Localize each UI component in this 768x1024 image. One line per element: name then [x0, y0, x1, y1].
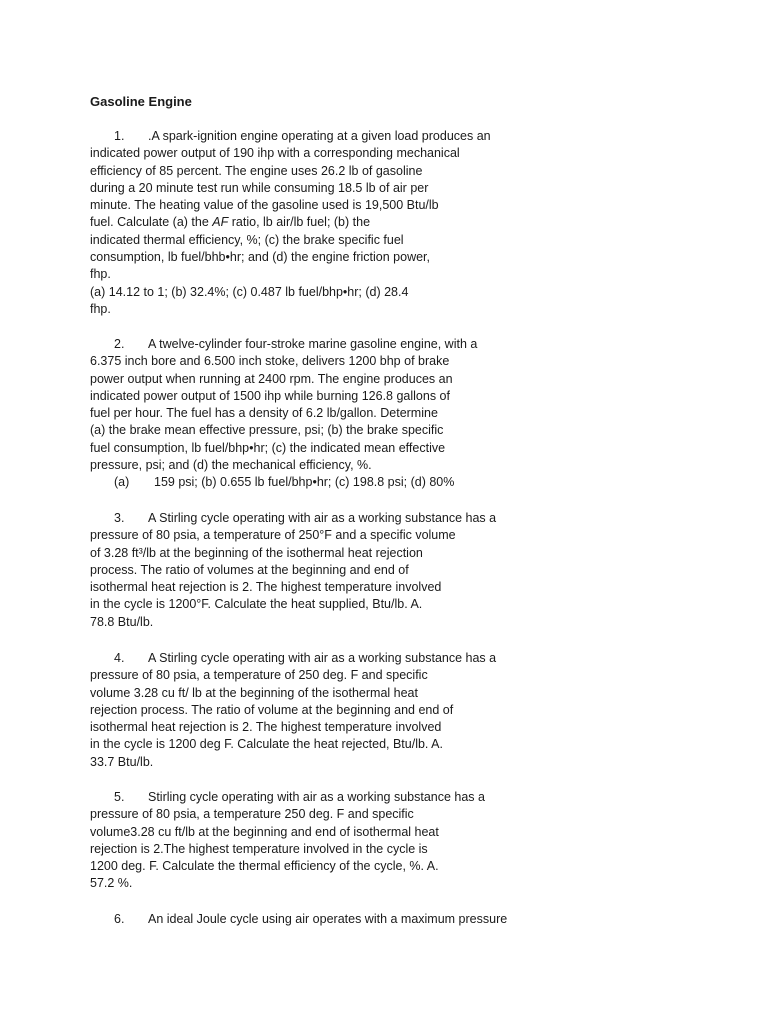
- af-italic: AF: [212, 215, 229, 230]
- problem-2-line-8: pressure, psi; and (d) the mechanical efficiency, %.: [90, 458, 372, 473]
- problem-number: 4.: [114, 651, 125, 665]
- problem-1-line-5: minute. The heating value of the gasoline used is 19,500 Btu/lb: [90, 198, 439, 213]
- problem-5-line-3: volume3.28 cu ft/lb at the beginning and end of isothermal heat: [90, 824, 439, 839]
- problem-3-line-3: of 3.28 ft³/lb at the beginning of the isothermal heat rejection: [90, 545, 423, 560]
- problem-1-line-7: indicated thermal efficiency, %; (c) the brake specific fuel: [90, 232, 404, 247]
- problem-4-answer: 33.7 Btu/lb.: [90, 754, 154, 769]
- document-title: Gasoline Engine: [90, 94, 192, 109]
- problem-4-line-5: isothermal heat rejection is 2. The highest temperature involved: [90, 720, 442, 735]
- problem-1-line-6: fuel. Calculate (a) the AF ratio, lb air/lb fuel; (b) the: [90, 215, 371, 230]
- problem-4-line-4: rejection process. The ratio of volume at the beginning and end of: [90, 702, 454, 717]
- problem-5: [90, 789, 510, 893]
- problem-1: [90, 128, 510, 318]
- problem-6: [90, 911, 510, 928]
- problem-2-line-7: fuel consumption, lb fuel/bhp•hr; (c) the indicated mean effective: [90, 440, 446, 455]
- problem-2-line-6: (a) the brake mean effective pressure, psi; (b) the brake specific: [90, 423, 444, 438]
- problem-number: 6.: [114, 912, 125, 926]
- problem-1-line-1: 1. .A spark-ignition engine operating at a given load produces an: [90, 128, 510, 145]
- problem-3-line-6: in the cycle is 1200°F. Calculate the heat supplied, Btu/lb. A.: [90, 597, 423, 612]
- problem-4: [90, 650, 510, 771]
- problem-number: 5.: [114, 790, 125, 804]
- problem-5-line-2: pressure of 80 psia, a temperature 250 deg. F and specific: [90, 807, 414, 822]
- problem-2-line-1: 2. A twelve-cylinder four-stroke marine gasoline engine, with a: [90, 336, 510, 353]
- problem-1-line-8: consumption, lb fuel/bhb•hr; and (d) the engine friction power,: [90, 250, 430, 265]
- problem-4-line-1: 4. A Stirling cycle operating with air as a working substance has a: [90, 650, 510, 667]
- problem-3-answer: 78.8 Btu/lb.: [90, 614, 154, 629]
- problem-1-line-3: efficiency of 85 percent. The engine uses 26.2 lb of gasoline: [90, 163, 423, 178]
- problem-number: 2.: [114, 337, 125, 351]
- problem-1-answer-line-2: fhp.: [90, 301, 111, 316]
- problem-1-line-2: indicated power output of 190 ihp with a corresponding mechanical: [90, 146, 460, 161]
- problem-number: 3.: [114, 511, 125, 525]
- problem-3-line-4: process. The ratio of volumes at the beginning and end of: [90, 562, 409, 577]
- problem-3-line-5: isothermal heat rejection is 2. The highest temperature involved: [90, 580, 442, 595]
- problem-5-line-1: 5. Stirling cycle operating with air as a working substance has a: [90, 789, 510, 806]
- problem-3-line-1: 3. A Stirling cycle operating with air as a working substance has a: [90, 510, 510, 527]
- problem-4-line-6: in the cycle is 1200 deg F. Calculate the heat rejected, Btu/lb. A.: [90, 737, 443, 752]
- problem-5-line-5: 1200 deg. F. Calculate the thermal efficiency of the cycle, %. A.: [90, 859, 439, 874]
- problem-5-answer: 57.2 %.: [90, 876, 133, 891]
- problem-number: 1.: [114, 129, 125, 143]
- problem-1-answer-line-1: (a) 14.12 to 1; (b) 32.4%; (c) 0.487 lb fuel/bhp•hr; (d) 28.4: [90, 284, 409, 299]
- problem-2-answer: (a) 159 psi; (b) 0.655 lb fuel/bhp•hr; (c) 198.8 psi; (d) 80%: [114, 475, 455, 490]
- problem-2-line-4: indicated power output of 1500 ihp while burning 126.8 gallons of: [90, 388, 450, 403]
- problem-5-line-4: rejection is 2.The highest temperature involved in the cycle is: [90, 841, 428, 856]
- problem-3-line-2: pressure of 80 psia, a temperature of 250°F and a specific volume: [90, 528, 456, 543]
- problem-2-line-3: power output when running at 2400 rpm. The engine produces an: [90, 371, 453, 386]
- problem-2: [90, 336, 510, 492]
- problem-4-line-3: volume 3.28 cu ft/ lb at the beginning of the isothermal heat: [90, 685, 418, 700]
- problem-3: [90, 510, 510, 631]
- problem-2-line-2: 6.375 inch bore and 6.500 inch stoke, delivers 1200 bhp of brake: [90, 354, 450, 369]
- problem-1-line-4: during a 20 minute test run while consuming 18.5 lb of air per: [90, 180, 429, 195]
- problem-1-line-9: fhp.: [90, 267, 111, 282]
- problem-4-line-2: pressure of 80 psia, a temperature of 250 deg. F and specific: [90, 668, 428, 683]
- problem-6-line-1: 6. An ideal Joule cycle using air operates with a maximum pressure: [90, 911, 510, 928]
- problem-2-line-5: fuel per hour. The fuel has a density of 6.2 lb/gallon. Determine: [90, 406, 438, 421]
